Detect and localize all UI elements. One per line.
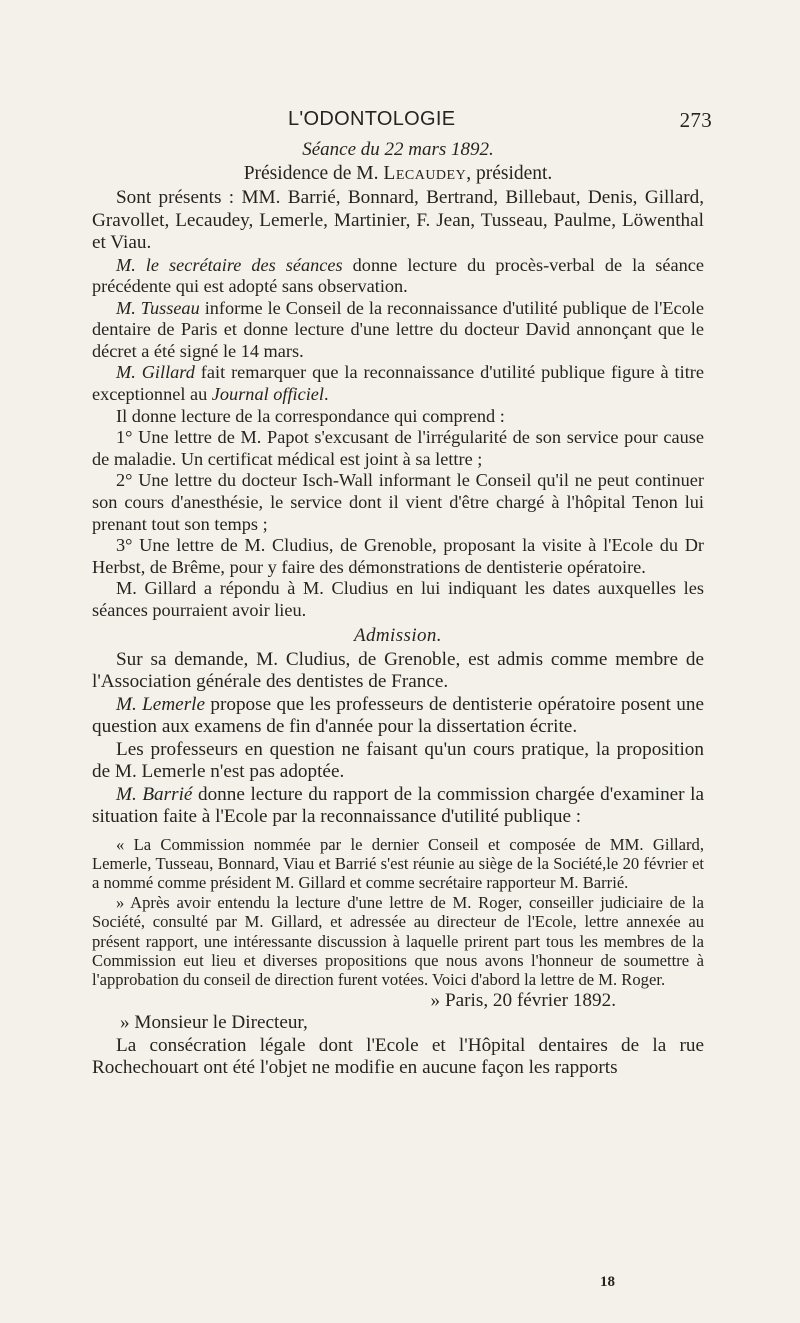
body-text (92, 138, 704, 1080)
paragraph-professeurs: Les professeurs en question ne faisant qu'un cours pratique, la proposition de M. Lemerle n'est pas adoptée. (92, 738, 704, 783)
letter-salutation: » Monsieur le Directeur, (120, 1012, 308, 1034)
paragraph-tusseau: M. Tusseau informe le Conseil de la reconnaissance d'utilité publique de l'Ecole dentaire de Paris et donne lecture d'une lettre du docteur David annonçant que le décret a été signé le 14 mars. (92, 297, 704, 361)
paragraph-barrie: M. Barrié donne lecture du rapport de la commission chargée d'examiner la situation faite à l'Ecole par la reconnaissance d'utilité publique : (92, 783, 704, 828)
paragraph-correspondance: Il donne lecture de la correspondance qui comprend : (116, 405, 505, 426)
paragraph-admission: Sur sa demande, M. Cludius, de Grenoble, est admis comme membre de l'Association générale des dentistes de France. (92, 648, 704, 693)
presidence-line: Présidence de M. Lecaudey, président. (243, 163, 553, 184)
paragraph-secretaire: M. le secrétaire des séances donne lecture du procès-verbal de la séance précédente qui est adopté sans observation. (92, 254, 704, 297)
correspondance-item-2: 2° Une lettre du docteur Isch-Wall informant le Conseil qu'il ne peut continuer son cours d'anesthésie, le service dont il vient d'être chargé à l'hôpital Tenon lui prenant tout son temps ; (92, 470, 704, 534)
paragraph-reponse: M. Gillard a répondu à M. Cludius en lui indiquant les dates auxquelles les séances pourraient avoir lieu. (92, 578, 704, 620)
quote-roger: » Après avoir entendu la lecture d'une lettre de M. Roger, conseiller judiciaire de la Société, consulté par M. Gillard, et adressée au directeur de l'Ecole, lettre annexée au présent rapport, une intéressante discussion à laquelle prirent part tous les membres de la Commission eut lieu et diverses propositions que nous avons l'honneur de soumettre à l'approbation du conseil de direction furent votées. Voici d'abord la lettre de M. Roger. (92, 892, 704, 990)
correspondance-item-3: 3° Une lettre de M. Cludius, de Grenoble, proposant la visite à l'Ecole du Dr Herbst, de Brême, pour y faire des démonstrations de dentisterie opératoire. (92, 535, 704, 577)
paragraph-gillard: M. Gillard fait remarquer que la reconnaissance d'utilité publique figure à titre exceptionnel au Journal officiel. (92, 362, 704, 405)
seance-heading: Séance du 22 mars 1892. (302, 139, 494, 160)
president-name: Lecaudey (383, 163, 467, 184)
signature-mark: 18 (600, 1274, 615, 1290)
admission-heading: Admission. (354, 624, 442, 646)
attendance-paragraph: Sont présents : MM. Barrié, Bonnard, Bertrand, Billebaut, Denis, Gillard, Gravollet, Lecaudey, Lemerle, Martinier, F. Jean, Tusseau, Paulme, Löwenthal et Viau. (92, 187, 704, 253)
letter-opening: La consécration légale dont l'Ecole et l'Hôpital dentaires de la rue Rochechouart ont été l'objet ne modifie en aucune façon les rapports (92, 1034, 704, 1079)
journal-title: L'ODONTOLOGIE (288, 108, 456, 130)
paragraph-lemerle: M. Lemerle propose que les professeurs de dentisterie opératoire posent une question aux examens de fin d'année pour la dissertation écrite. (92, 693, 704, 738)
letter-date: » Paris, 20 février 1892. (430, 989, 616, 1011)
page-number: 273 (679, 108, 712, 132)
quote-commission: « La Commission nommée par le dernier Conseil et composée de MM. Gillard, Lemerle, Tusseau, Bonnard, Viau et Barrié s'est réunie au siège de la Société,le 20 février et a nommé comme président M. Gillard et comme secrétaire rapporteur M. Barrié. (92, 834, 704, 893)
correspondance-item-1: 1° Une lettre de M. Papot s'excusant de l'irrégularité de son service pour cause de maladie. Un certificat médical est joint à sa lettre ; (92, 427, 704, 469)
